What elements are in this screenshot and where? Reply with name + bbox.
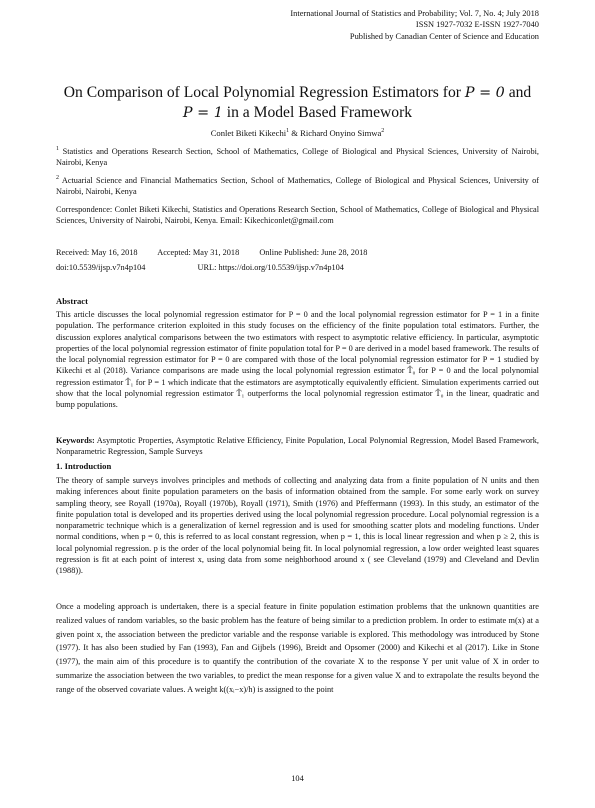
running-header [290,8,539,42]
affiliation-2-text: Actuarial Science and Financial Mathematics Section, School of Mathematics, College of Biological and Physical Sciences, University of Nairobi, Nairobi, Kenya [56,176,539,197]
doi-url[interactable]: URL: https://doi.org/10.5539/ijsp.v7n4p104 [197,263,344,272]
title-math2: P = 1 [182,105,223,121]
correspondence [56,204,539,227]
author-1: Conlet Biketi Kikechi [210,128,287,138]
keywords-text: Asymptotic Properties, Asymptotic Relative Efficiency, Finite Population, Local Polynomial Regression, Model Based Framework, Nonparametric Regression, Sample Surveys [56,436,539,457]
author-2-sup: 2 [381,128,385,135]
affiliation-1 [56,146,539,169]
intro-para-2-text: Once a modeling approach is undertaken, there is a special feature in finite population estimation problems that the unknown quantities are realized values of random variables, so the basic problem has the feature of being similar to a prediction problem. In order to estimate m(x) at a given point x, the association between the predictor variable and the response variable is explored. This methodology was introduced by Stone (1977). It has also been studied by Fan (1993), Fan and Gijbels (1996), Breidt and Opsomer (2000) and Kikechi et al (2017). Like in Stone (1977), the main aim of this procedure is to quantify the contribution of the covariate X to the response Y per unit value of X in order to summarize the association between the two variables, to predict the mean response for a given value X and to extrapolate the results beyond the range of the observed covariate values. A weight k((xᵢ−x)/h) is assigned to the point [56,602,539,694]
title-math1: P = 0 [464,85,505,101]
doi: doi:10.5539/ijsp.v7n4p104 [56,263,146,272]
affiliation-2-num: 2 [56,175,59,182]
correspondence-text: Correspondence: Conlet Biketi Kikechi, Statistics and Operations Research Section, School of Mathematics, College of Biological and Physical Sciences, University of Nairobi, Nairobi, Kenya. Email: Kikechiconlet@gmail.com [56,205,539,226]
affiliation-2 [56,175,539,198]
abstract-text: This article discusses the local polynomial regression estimator for P = 0 and the local polynomial regression estimator for P = 1 in a finite population. The performance criterion exploited in this study focuses on the efficiency of the finite population total estimators. Further, the discussion explores analytical comparisons between the two estimators with respect to asymptotic relative efficiency. In particular, asymptotic properties of the local polynomial regression estimator of finite population total for P = 0 are derived in a model based framework. The results of the local polynomial regression estimator for P = 0 are compared with those of the local polynomial regression estimator for P = 1 studied by Kikechi et al (2018). Variance comparisons are made using the local polynomial regression estimator T̂₀ for P = 0 and the local polynomial regression estimator T̂₁ for P = 1 which indicate that the estimators are asymptotically equivalently efficient. Simulation experiments carried out show that the local polynomial regression estimator T̂₁ outperforms the local polynomial regression estimator T̂₀ in the linear, quadratic and bump populations. [56,310,539,410]
title-part2: and [508,84,532,101]
abstract-heading: Abstract [56,296,88,306]
paper-title [40,83,555,123]
abstract-body [56,309,539,411]
issn-line: ISSN 1927-7032 E-ISSN 1927-7040 [415,20,539,30]
title-part1: On Comparison of Local Polynomial Regression Estimators for [63,84,461,101]
intro-para-2 [56,600,539,697]
published-date: Online Published: June 28, 2018 [259,248,368,257]
author-2: Richard Onyino Simwa [300,128,382,138]
journal-line: International Journal of Statistics and Probability; Vol. 7, No. 4; July 2018 [290,9,539,18]
keywords [56,435,539,458]
doi-row [56,263,362,272]
publisher-line: Published by Canadian Center of Science and Education [349,31,539,41]
author-sep: & [289,128,301,138]
affiliation-1-num: 1 [56,146,59,153]
received-date: Received: May 16, 2018 [56,248,138,257]
intro-para-1-text: The theory of sample surveys involves principles and methods of collecting and analyzing data from a finite population of N units and then making inferences about finite population parameters on the basis of information obtained from the sample. For some early work on survey sampling theory, see Royall (1970a), Royall (1970b), Royall (1971), Smith (1976) and Pfeffermann (1993). In this study, an estimator of the finite population total is developed and its properties derived using the local polynomial regression procedure. Local polynomial regression is a nonparametric technique which is a generalization of kernel regression and is used for smoothing scatter plots and modeling functions. Under normal conditions, when p = 0, this is referred to as local constant regression, when p = 1, this is local linear regression and when p ≥ 2, this is local polynomial regression. p is the order of the local polynomial being fit. In local polynomial regression, a low order weighted least squares regression is fit at each point of interest x, using data from some neighborhood around x ( see Cleveland (1979) and Cleveland and Devlin (1988)). [56,476,539,576]
accepted-date: Accepted: May 31, 2018 [157,248,240,257]
intro-para-1 [56,475,539,577]
dates-row [56,248,385,257]
affiliation-1-text: Statistics and Operations Research Section, School of Mathematics, College of Biological and Physical Sciences, University of Nairobi, Nairobi, Kenya [56,147,539,168]
title-part3: in a Model Based Framework [226,104,413,121]
keywords-label: Keywords: [56,436,95,445]
author-line [40,128,555,138]
author-1-sup: 1 [286,128,290,135]
intro-heading: 1. Introduction [56,461,112,471]
page-number: 104 [291,774,304,783]
